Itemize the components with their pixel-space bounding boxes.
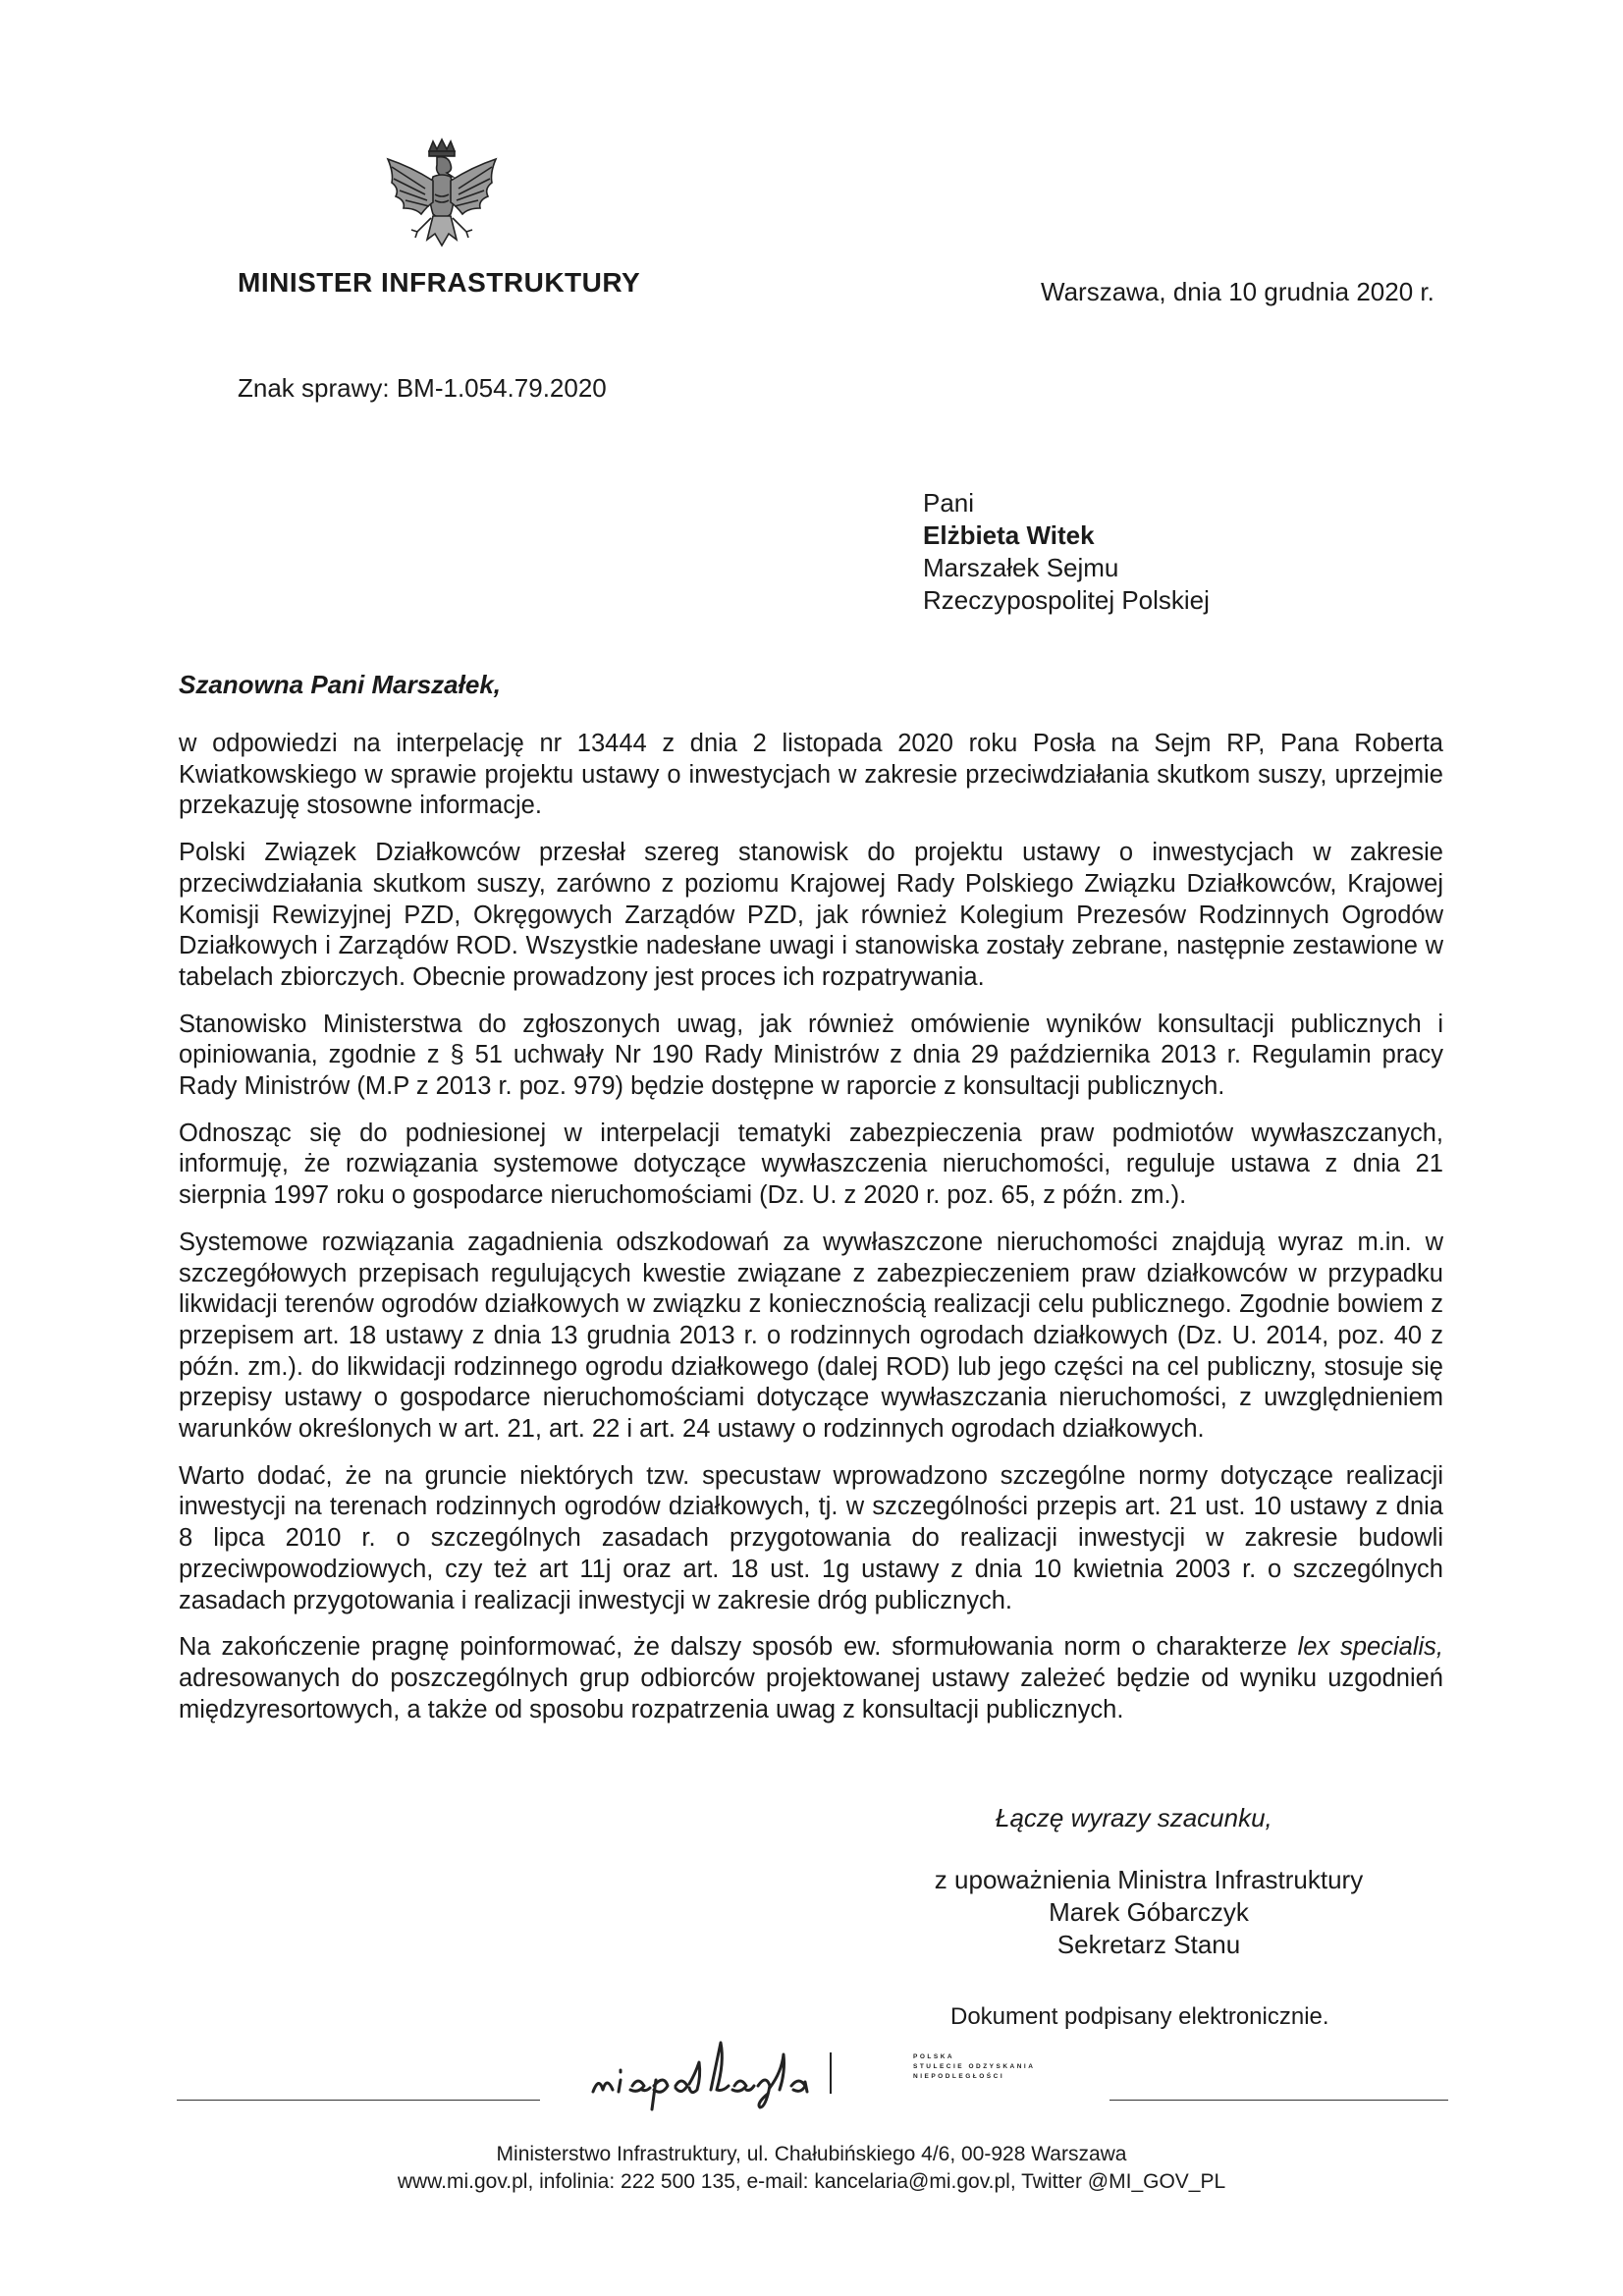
letter-date: Warszawa, dnia 10 grudnia 2020 r.: [1041, 277, 1434, 306]
body-paragraph-7-end: adresowanych do poszczególnych grup odbiorców projektowanej ustawy zależeć będzie od wyniku uzgodnień międzyresortowych, a także od sposobu rozpatrzenia uwag z konsultacji publicznych.: [179, 1664, 1443, 1723]
recipient-name: Elżbieta Witek: [923, 520, 1095, 550]
body-paragraph-2: Polski Związek Działkowców przesłał szereg stanowisk do projektu ustawy o inwestycjach w zakresie przeciwdziałania skutkom suszy, zarówno z poziomu Krajowej Rady Polskiego Związku Działkowców, Krajowej Komisji Rewizyjnej PZD, Okręgowych Zarządów PZD, jak również Kolegium Prezesów Rodzinnych Ogrodów Działkowych i Zarządów ROD. Wszystkie nadesłane uwagi i stanowiska zostały zebrane, następnie zestawione w tabelach zbiorczych. Obecnie prowadzony jest proces ich rozpatrywania.: [179, 839, 1443, 991]
case-reference: Znak sprawy: BM-1.054.79.2020: [238, 373, 607, 403]
logo-caption-line-2: STULECIE ODZYSKANIA: [913, 2063, 1036, 2070]
letter-body: [179, 729, 1443, 1741]
lex-specialis-term: lex specialis,: [1297, 1633, 1443, 1662]
body-paragraph-7-start: Na zakończenie pragnę poinformować, że dalszy sposób ew. sformułowania norm o charakterze: [179, 1633, 1298, 1662]
footer-divider-right: [1109, 2100, 1448, 2101]
recipient-block: [923, 487, 1210, 617]
body-paragraph-7: [179, 1632, 1443, 1725]
recipient-institution: Rzeczypospolitej Polskiej: [923, 585, 1210, 615]
body-paragraph-4: Odnosząc się do podniesionej w interpelacji tematyki zabezpieczenia praw podmiotów wywłaszczanych, informuję, że rozwiązania systemowe dotyczące wywłaszczenia nieruchomości, reguluje ustawa z dnia 21 sierpnia 1997 roku o gospodarce nieruchomościami (Dz. U. z 2020 r. poz. 65, z późn. zm.).: [179, 1119, 1443, 1210]
footer-address: Ministerstwo Infrastruktury, ul. Chałubińskiego 4/6, 00-928 Warszawa: [496, 2143, 1127, 2165]
logo-caption-line-3: NIEPODLEGŁOŚCI: [913, 2073, 1005, 2080]
signatory-role: Sekretarz Stanu: [1056, 1930, 1241, 1959]
electronic-signature-note: Dokument podpisany elektronicznie.: [950, 2003, 1329, 2030]
body-paragraph-3: Stanowisko Ministerstwa do zgłoszonych uwag, jak również omówienie wyników konsultacji publicznych i opiniowania, zgodnie z § 51 uchwały Nr 190 Rady Ministrów z dnia 29 października 2013 r. Regulamin pracy Rady Ministrów (M.P z 2013 r. poz. 979) będzie dostępne w raporcie z konsultacji publicznych.: [179, 1010, 1443, 1101]
body-paragraph-5: Systemowe rozwiązania zagadnienia odszkodowań za wywłaszczone nieruchomości znajdują wyraz m.in. w szczegółowych przepisach regulujących kwestie związane z zabezpieczeniem praw działkowców w przypadku likwidacji terenów ogrodów działkowych w związku z koniecznością realizacji celu publicznego. Zgodnie bowiem z przepisem art. 18 ustawy z dnia 13 grudnia 2013 r. o rodzinnych ogrodach działkowych (Dz. U. 2014, poz. 40 z późn. zm.). do likwidacji rodzinnego ogrodu działkowego (dalej ROD) lub jego części na cel publiczny, stosuje się przepisy ustawy o gospodarce nieruchomościami dotyczące wywłaszczania nieruchomości, z uwzględnieniem warunków określonych w art. 21, art. 22 i art. 24 ustawy o rodzinnych ogrodach działkowych.: [179, 1228, 1443, 1444]
logo-caption: [913, 2052, 1035, 2082]
signature-authorization: z upoważnienia Ministra Infrastruktury: [934, 1865, 1364, 1894]
logo-caption-line-1: POLSKA: [913, 2053, 955, 2060]
recipient-title: Marszałek Sejmu: [923, 553, 1119, 582]
footer-divider-left: [177, 2100, 540, 2101]
polish-eagle-emblem-icon: [378, 137, 506, 265]
recipient-salutation-line: Pani: [923, 488, 975, 518]
signatory-name: Marek Góbarczyk: [1049, 1897, 1249, 1927]
closing-phrase: Łączę wyrazy szacunku,: [996, 1803, 1272, 1832]
signature-block: [913, 1864, 1384, 1961]
ministry-title: MINISTER INFRASTRUKTURY: [238, 267, 641, 298]
footer-contact: www.mi.gov.pl, infolinia: 222 500 135, e-mail: kancelaria@mi.gov.pl, Twitter @MI_GOV_PL: [397, 2170, 1226, 2193]
body-paragraph-6: Warto dodać, że na gruncie niektórych tzw. specustaw wprowadzono szczególne normy dotyczące realizacji inwestycji na terenach rodzinnych ogrodów działkowych, tj. w szczególności przepis art. 21 ust. 10 ustawy z dnia 8 lipca 2010 r. o szczególnych zasadach przygotowania do realizacji inwestycji w zakresie budowli przeciwpowodziowych, czy też art 11j oraz art. 18 ust. 1g ustawy z dnia 10 kwietnia 2003 r. o szczególnych zasadach przygotowania i realizacji inwestycji w zakresie dróg publicznych.: [179, 1461, 1443, 1614]
body-paragraph-1: w odpowiedzi na interpelację nr 13444 z dnia 2 listopada 2020 roku Posła na Sejm RP, Pana Roberta Kwiatkowskiego w sprawie projektu ustawy o inwestycjach w zakresie przeciwdziałania skutkom suszy, uprzejmie przekazuję stosowne informacje.: [179, 730, 1443, 820]
salutation: Szanowna Pani Marszałek,: [179, 670, 502, 699]
